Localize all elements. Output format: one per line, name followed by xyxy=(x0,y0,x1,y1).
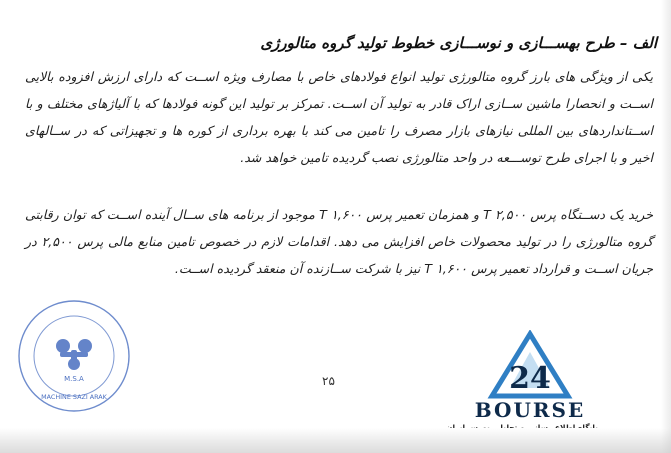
stamp-center-text: M.S.A xyxy=(64,375,84,383)
stamp-bottom-text: MACHINE SAZI ARAK xyxy=(41,393,107,401)
paragraph-2: خرید یک دســتگاه پرس ۲,۵۰۰ T و همزمان تعمیر پرس ۱,۶۰۰ T موجود از برنامه های ســال آینده اســت که توان رقابتی گروه متالورژی را در تولید محصولات خاص افزایش می دهد. اقدامات لازم در خصوص تامین منابع مالی پرس ۲,۵۰۰ در جریان اســت و قرارداد تعمیر پرس ۱,۶۰۰ T نیز با شرکت ســازنده آن منعقد گردیده اســت. xyxy=(25,207,653,276)
section-heading: الف – طرح بهســـازی و نوســـازی خطوط تولید گروه متالورژی xyxy=(260,34,657,52)
company-stamp xyxy=(16,298,132,414)
page-right-edge xyxy=(661,0,671,453)
page-bottom-edge xyxy=(0,428,671,453)
logo-number: 24 xyxy=(509,361,551,396)
logo-word: BOURSE xyxy=(474,398,586,422)
wrench-icon xyxy=(56,339,92,370)
paragraph-1: یکی از ویژگی های بارز گروه متالورژی تولید انواع فولادهای خاص با مصارف ویژه اســت که دارای ارزش افزوده بالایی اســت و انحصارا ماشین ســازی اراک قادر به تولید آن اســت. تمرکز بر تولید این گونه فولادها که با آلیاژهای مختلف و با اســتانداردهای بین المللی نیازهای بازار مصرف را تامین می کند با بهره برداری از کوره ها و تجهیزاتی که در ســالهای اخیر و با اجرای طرح توســـعه در واحد متالورژی نصب گردیده تامین خواهد شد. xyxy=(25,69,653,165)
logo-mark-icon xyxy=(462,330,598,400)
page-number: ۲۵ xyxy=(322,374,335,388)
bourse24-logo xyxy=(462,330,598,434)
